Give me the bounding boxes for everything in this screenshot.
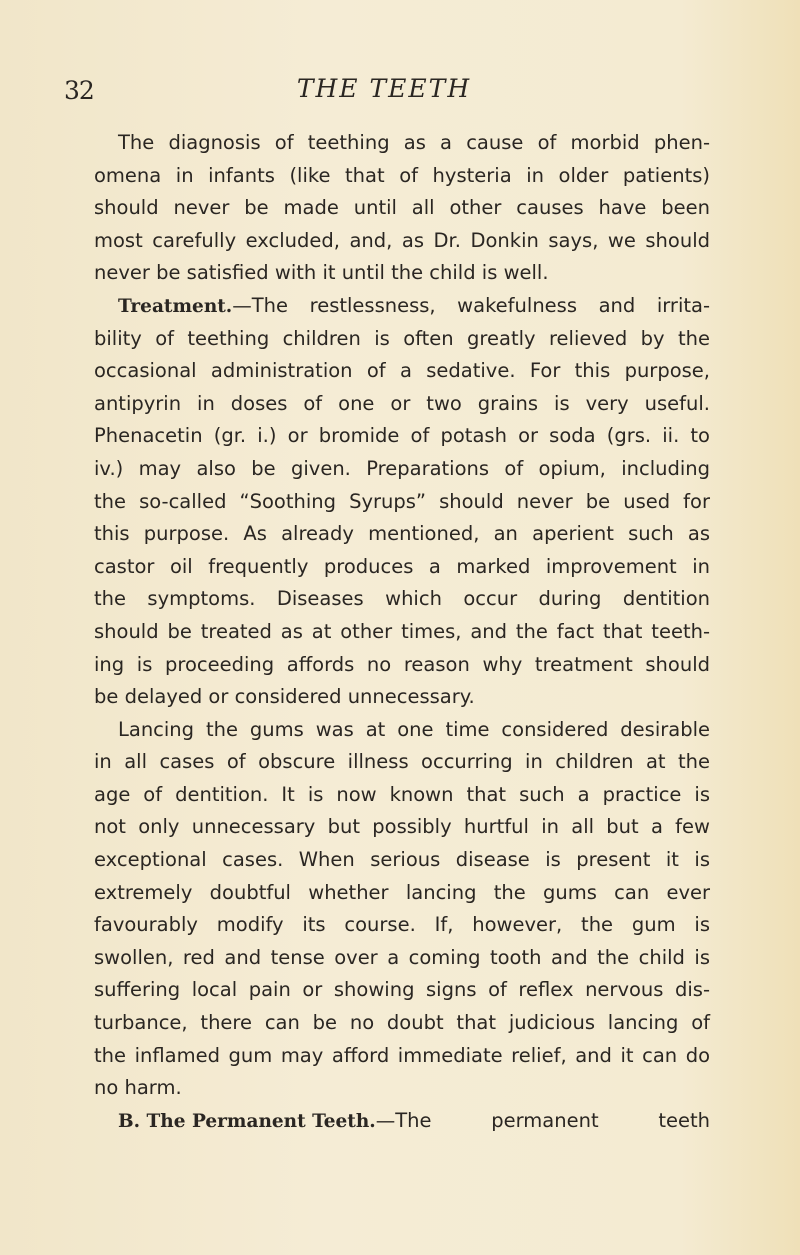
text-line bbox=[94, 978, 710, 1011]
text-line bbox=[94, 359, 710, 392]
text-line bbox=[94, 261, 710, 294]
line-text: Lancing the gums was at one time considered desirable bbox=[118, 717, 710, 741]
text-line bbox=[94, 620, 710, 653]
text-line bbox=[94, 1011, 710, 1044]
text-line bbox=[94, 555, 710, 588]
line-text: the symptoms. Diseases which occur during dentition bbox=[94, 587, 710, 611]
body-text bbox=[94, 131, 710, 1141]
line-text: castor oil frequently produces a marked improvement in bbox=[94, 554, 710, 578]
line-text: not only unnecessary but possibly hurtful in all but a few bbox=[94, 815, 710, 839]
line-text: no harm. bbox=[94, 1076, 182, 1100]
text-line bbox=[94, 131, 710, 164]
line-text: Phenacetin (gr. i.) or bromide of potash or soda (grs. ii. to bbox=[94, 424, 710, 448]
line-text: favourably modify its course. If, however, the gum is bbox=[94, 913, 710, 937]
section-heading: B. The Permanent Teeth. bbox=[118, 1110, 376, 1132]
text-line bbox=[94, 164, 710, 197]
text-line bbox=[94, 750, 710, 783]
line-text: —The restlessness, wakefulness and irrita- bbox=[232, 293, 710, 317]
text-line bbox=[94, 294, 710, 327]
text-line bbox=[94, 946, 710, 979]
line-text: turbance, there can be no doubt that judicious lancing of bbox=[94, 1011, 710, 1035]
line-text: be delayed or considered unnecessary. bbox=[94, 685, 475, 709]
text-line bbox=[94, 229, 710, 262]
text-line bbox=[94, 1076, 710, 1109]
text-line bbox=[94, 913, 710, 946]
text-line bbox=[94, 587, 710, 620]
page-number: 32 bbox=[64, 76, 94, 105]
text-line bbox=[94, 685, 710, 718]
text-line bbox=[94, 718, 710, 751]
page-header bbox=[64, 74, 704, 114]
line-text: age of dentition. It is now known that such a practice is bbox=[94, 782, 710, 806]
line-text: occasional administration of a sedative. For this purpose, bbox=[94, 359, 710, 383]
line-text: suffering local pain or showing signs of reflex nervous dis- bbox=[94, 978, 710, 1002]
line-text: most carefully excluded, and, as Dr. Donkin says, we should bbox=[94, 228, 710, 252]
line-text: should never be made until all other causes have been bbox=[94, 196, 710, 220]
text-line bbox=[94, 783, 710, 816]
text-line bbox=[94, 1044, 710, 1077]
line-text: swollen, red and tense over a coming tooth and the child is bbox=[94, 945, 710, 969]
line-text: exceptional cases. When serious disease is present it is bbox=[94, 848, 710, 872]
text-line bbox=[94, 327, 710, 360]
text-line bbox=[94, 196, 710, 229]
line-text: in all cases of obscure illness occurring in children at the bbox=[94, 750, 710, 774]
line-text: ing is proceeding affords no reason why treatment should bbox=[94, 652, 710, 676]
text-line bbox=[94, 1109, 710, 1142]
line-text: antipyrin in doses of one or two grains is very useful. bbox=[94, 391, 710, 415]
line-text: bility of teething children is often greatly relieved by the bbox=[94, 326, 710, 350]
text-line bbox=[94, 522, 710, 555]
text-line bbox=[94, 392, 710, 425]
text-line bbox=[94, 490, 710, 523]
running-title: THE TEETH bbox=[296, 74, 472, 103]
text-line bbox=[94, 815, 710, 848]
text-line bbox=[94, 848, 710, 881]
line-text: extremely doubtful whether lancing the gums can ever bbox=[94, 880, 710, 904]
line-text: omena in infants (like that of hysteria in older patients) bbox=[94, 163, 710, 187]
text-line bbox=[94, 653, 710, 686]
text-line bbox=[94, 457, 710, 490]
line-text: iv.) may also be given. Preparations of opium, including bbox=[94, 456, 710, 480]
section-heading: Treatment. bbox=[118, 295, 233, 317]
line-text: The diagnosis of teething as a cause of morbid phen- bbox=[118, 131, 710, 154]
line-text: should be treated as at other times, and the fact that teeth- bbox=[94, 619, 710, 643]
text-line bbox=[94, 424, 710, 457]
line-text: the inflamed gum may afford immediate relief, and it can do bbox=[94, 1043, 710, 1067]
line-text: never be satisfied with it until the child is well. bbox=[94, 261, 549, 285]
line-text: this purpose. As already mentioned, an aperient such as bbox=[94, 522, 710, 546]
line-text: —The permanent teeth bbox=[375, 1108, 710, 1132]
line-text: the so-called “Soothing Syrups” should never be used for bbox=[94, 489, 710, 513]
text-line bbox=[94, 881, 710, 914]
